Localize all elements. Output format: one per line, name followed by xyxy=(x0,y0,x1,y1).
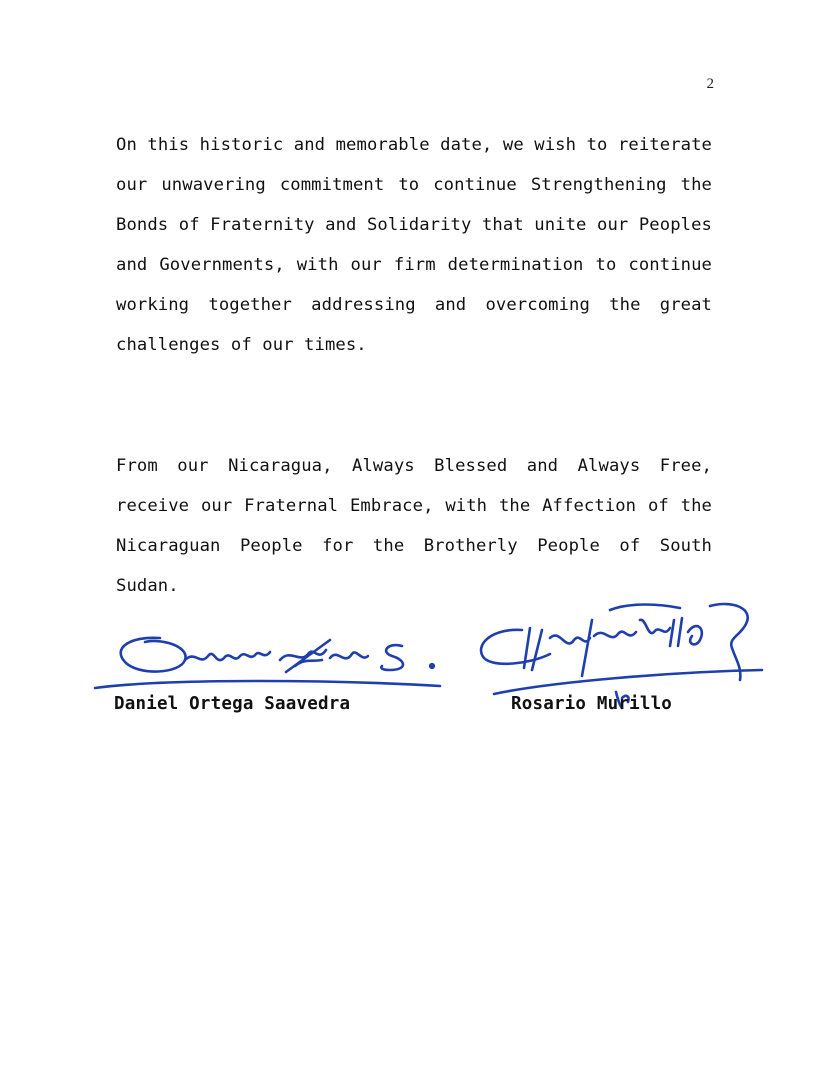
ortega-signature-icon xyxy=(90,620,450,700)
signatory-name-murillo: Rosario Murillo xyxy=(511,694,673,714)
paragraph-commitment: On this historic and memorable date, we wish to reiterate our unwavering commitment to continue Strengthening the Bonds of Fraternity and Solidarity that unite our Peoples and Governments, with our firm determination to continue working together addressing and overcoming the great challenges of our times. xyxy=(116,135,712,355)
signatory-name-ortega: Daniel Ortega Saavedra xyxy=(114,694,351,714)
paragraph-fraternal-embrace: From our Nicaragua, Always Blessed and Always Free, receive our Fraternal Embrace, with the Affection of the Nicaraguan People for the Brotherly People of South Sudan. xyxy=(116,456,712,596)
page-number: 2 xyxy=(706,76,714,92)
